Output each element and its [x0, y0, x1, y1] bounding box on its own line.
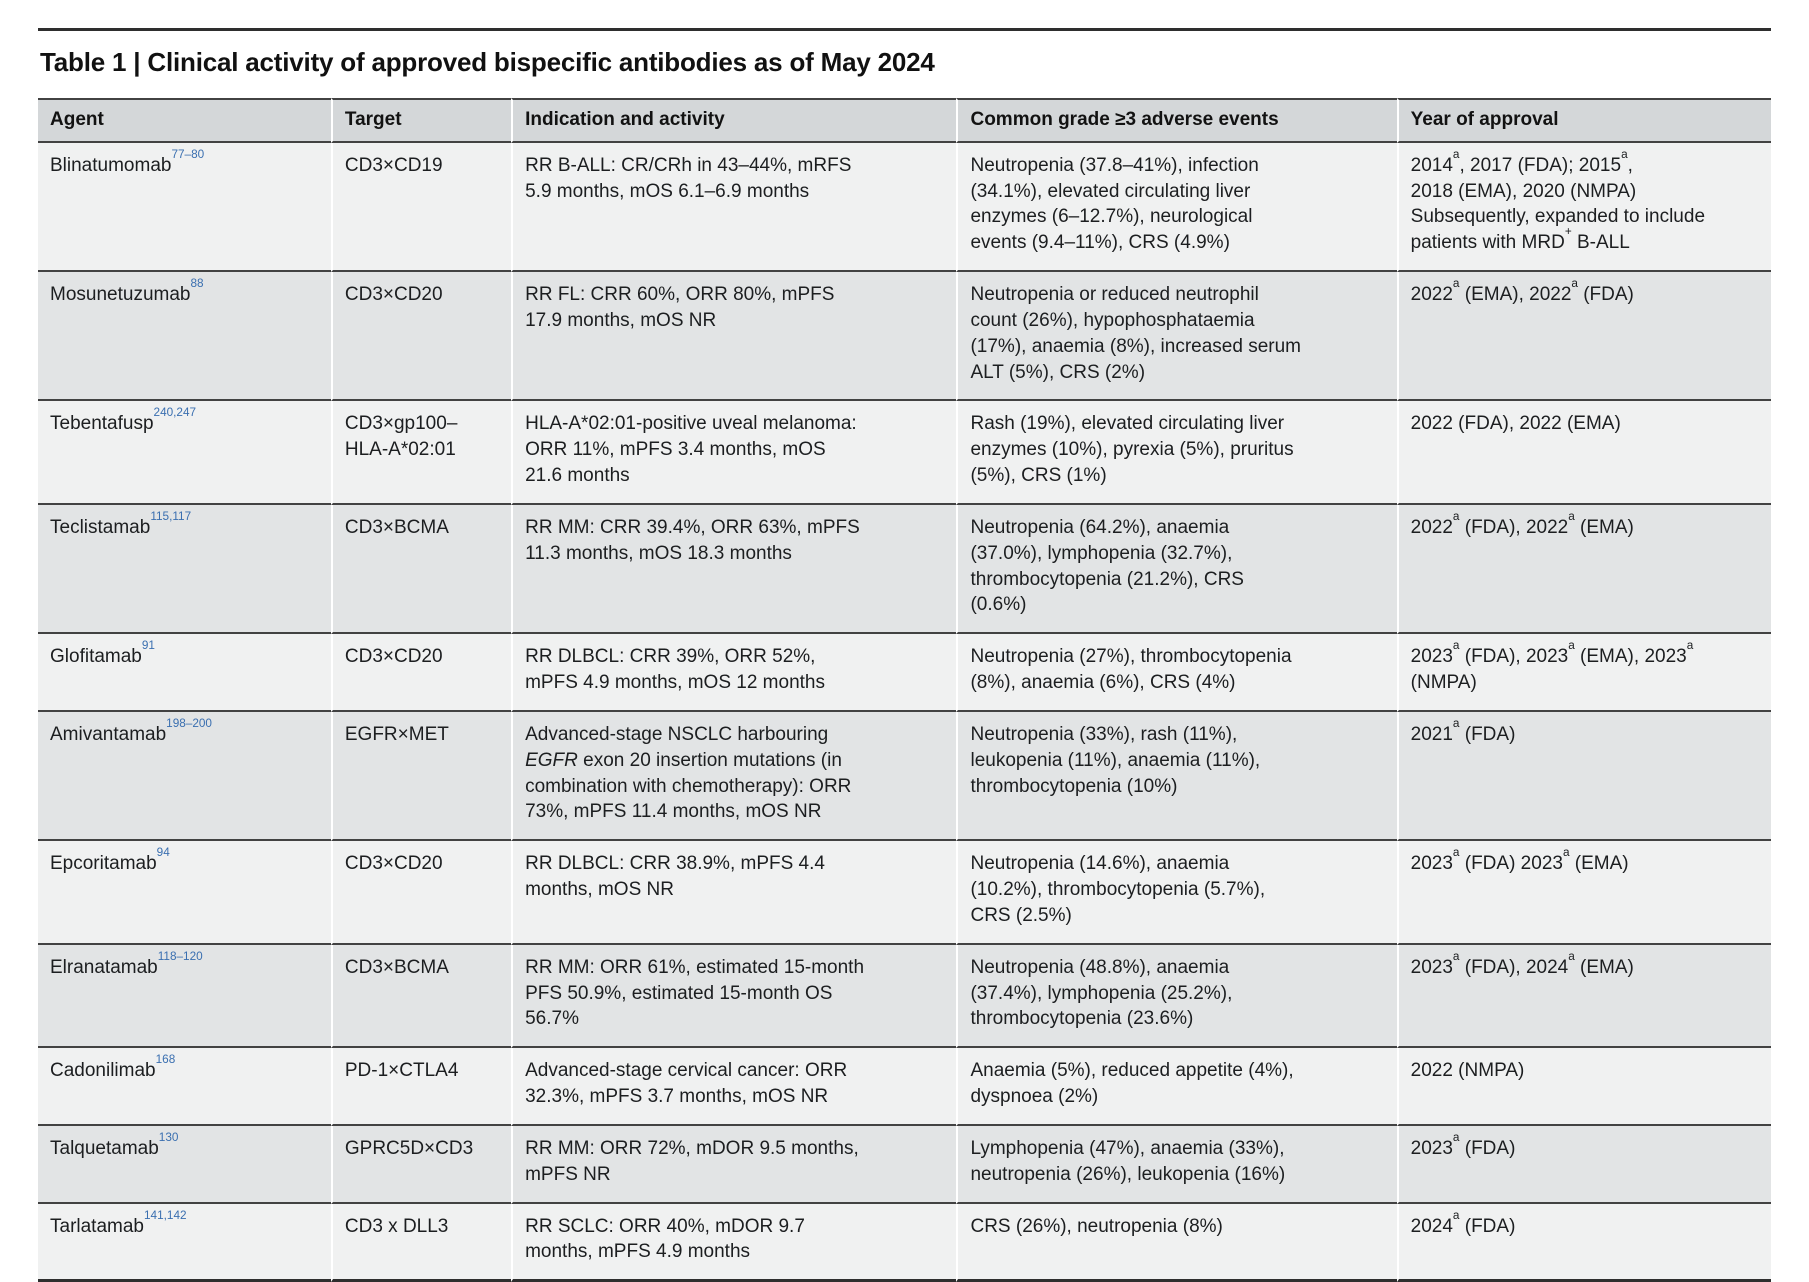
table-row	[38, 1204, 1771, 1282]
column-header-agent: Agent	[38, 98, 331, 143]
column-header-adverse-events: Common grade ≥3 adverse events	[956, 98, 1396, 143]
table-row	[38, 143, 1771, 272]
table-row	[38, 272, 1771, 401]
approval-year-cell: 2022$^a$ (EMA), 2022$^a$ (FDA)	[1397, 272, 1771, 401]
table-row	[38, 945, 1771, 1048]
agent-cell	[38, 712, 331, 841]
indication-cell: RR DLBCL: CRR 38.9%, mPFS 4.4 months, mOS NR	[511, 841, 956, 944]
agent-name: Talquetamab	[50, 1138, 159, 1159]
approval-year-cell: 2021$^a$ (FDA)	[1397, 712, 1771, 841]
approval-year-cell: 2022$^a$ (FDA), 2022$^a$ (EMA)	[1397, 505, 1771, 634]
table-row	[38, 1126, 1771, 1204]
reference-superscript: 130	[159, 1131, 179, 1144]
reference-superscript: 141,142	[144, 1209, 187, 1222]
agent-cell	[38, 272, 331, 401]
target-cell: GPRC5D×CD3	[331, 1126, 511, 1204]
column-header-target: Target	[331, 98, 511, 143]
indication-cell: RR B-ALL: CR/CRh in 43–44%, mRFS 5.9 months, mOS 6.1–6.9 months	[511, 143, 956, 272]
table-title: Table 1 | Clinical activity of approved bispecific antibodies as of May 2024	[40, 47, 1771, 78]
agent-cell	[38, 841, 331, 944]
agent-name: Amivantamab	[50, 724, 166, 745]
agent-name: Blinatumomab	[50, 155, 171, 176]
target-cell: CD3 x DLL3	[331, 1204, 511, 1282]
top-rule	[38, 28, 1771, 31]
agent-name: Glofitamab	[50, 646, 142, 667]
target-cell: CD3×CD20	[331, 272, 511, 401]
table-header	[38, 98, 1771, 143]
agent-cell	[38, 1204, 331, 1282]
indication-cell: RR DLBCL: CRR 39%, ORR 52%, mPFS 4.9 months, mOS 12 months	[511, 634, 956, 712]
indication-cell: HLA-A*02:01-positive uveal melanoma: ORR 11%, mPFS 3.4 months, mOS 21.6 months	[511, 401, 956, 504]
reference-superscript: 88	[190, 277, 203, 290]
agent-cell	[38, 1048, 331, 1126]
adverse-events-cell: Neutropenia (48.8%), anaemia (37.4%), lymphopenia (25.2%), thrombocytopenia (23.6%)	[956, 945, 1396, 1048]
adverse-events-cell: Neutropenia (33%), rash (11%), leukopenia (11%), anaemia (11%), thrombocytopenia (10%)	[956, 712, 1396, 841]
target-cell: CD3×gp100–HLA-A*02:01	[331, 401, 511, 504]
target-cell: EGFR×MET	[331, 712, 511, 841]
reference-superscript: 91	[142, 639, 155, 652]
adverse-events-cell: Neutropenia (27%), thrombocytopenia (8%), anaemia (6%), CRS (4%)	[956, 634, 1396, 712]
target-cell: CD3×CD20	[331, 634, 511, 712]
indication-cell: RR MM: CRR 39.4%, ORR 63%, mPFS 11.3 months, mOS 18.3 months	[511, 505, 956, 634]
agent-name: Epcoritamab	[50, 853, 157, 874]
approval-year-cell: 2023$^a$ (FDA)	[1397, 1126, 1771, 1204]
target-cell: CD3×CD20	[331, 841, 511, 944]
adverse-events-cell: Lymphopenia (47%), anaemia (33%), neutropenia (26%), leukopenia (16%)	[956, 1126, 1396, 1204]
reference-superscript: 198–200	[166, 717, 212, 730]
agent-cell	[38, 505, 331, 634]
agent-name: Mosunetuzumab	[50, 284, 190, 305]
table-row	[38, 1048, 1771, 1126]
reference-superscript: 240,247	[154, 406, 197, 419]
indication-cell: RR FL: CRR 60%, ORR 80%, mPFS 17.9 months, mOS NR	[511, 272, 956, 401]
indication-cell: Advanced-stage NSCLC harbouring EGFR exon 20 insertion mutations (in combination with chemotherapy): ORR 73%, mPFS 11.4 months, mOS NR	[511, 712, 956, 841]
adverse-events-cell: Neutropenia (64.2%), anaemia (37.0%), lymphopenia (32.7%), thrombocytopenia (21.2%), CRS (0.6%)	[956, 505, 1396, 634]
header-row	[38, 98, 1771, 143]
reference-superscript: 168	[156, 1053, 176, 1066]
table-row	[38, 712, 1771, 841]
column-header-year: Year of approval	[1397, 98, 1771, 143]
adverse-events-cell: Rash (19%), elevated circulating liver enzymes (10%), pyrexia (5%), pruritus (5%), CRS (1%)	[956, 401, 1396, 504]
indication-cell: Advanced-stage cervical cancer: ORR 32.3%, mPFS 3.7 months, mOS NR	[511, 1048, 956, 1126]
table-row	[38, 841, 1771, 944]
adverse-events-cell: Neutropenia or reduced neutrophil count (26%), hypophosphataemia (17%), anaemia (8%), increased serum ALT (5%), CRS (2%)	[956, 272, 1396, 401]
agent-name: Teclistamab	[50, 517, 150, 538]
agent-cell	[38, 634, 331, 712]
approval-year-cell: 2023$^a$ (FDA), 2023$^a$ (EMA), 2023$^a$ (NMPA)	[1397, 634, 1771, 712]
reference-superscript: 118–120	[158, 950, 203, 963]
adverse-events-cell: CRS (26%), neutropenia (8%)	[956, 1204, 1396, 1282]
agent-name: Tebentafusp	[50, 413, 154, 434]
approval-year-cell: 2023$^a$ (FDA) 2023$^a$ (EMA)	[1397, 841, 1771, 944]
target-cell: PD-1×CTLA4	[331, 1048, 511, 1126]
adverse-events-cell: Neutropenia (37.8–41%), infection (34.1%), elevated circulating liver enzymes (6–12.7%), neurological events (9.4–11%), CRS (4.9%)	[956, 143, 1396, 272]
table-body	[38, 143, 1771, 1282]
agent-name: Cadonilimab	[50, 1060, 156, 1081]
table-row	[38, 634, 1771, 712]
agent-cell	[38, 1126, 331, 1204]
reference-superscript: 94	[157, 846, 170, 859]
indication-cell: RR SCLC: ORR 40%, mDOR 9.7 months, mPFS 4.9 months	[511, 1204, 956, 1282]
clinical-activity-table	[38, 98, 1771, 1282]
target-cell: CD3×BCMA	[331, 945, 511, 1048]
table-row	[38, 401, 1771, 504]
agent-name: Elranatamab	[50, 957, 158, 978]
target-cell: CD3×BCMA	[331, 505, 511, 634]
adverse-events-cell: Neutropenia (14.6%), anaemia (10.2%), thrombocytopenia (5.7%), CRS (2.5%)	[956, 841, 1396, 944]
indication-cell: RR MM: ORR 61%, estimated 15-month PFS 50.9%, estimated 15-month OS 56.7%	[511, 945, 956, 1048]
agent-cell	[38, 401, 331, 504]
column-header-indication: Indication and activity	[511, 98, 956, 143]
agent-name: Tarlatamab	[50, 1216, 144, 1237]
adverse-events-cell: Anaemia (5%), reduced appetite (4%), dyspnoea (2%)	[956, 1048, 1396, 1126]
approval-year-cell: 2022 (NMPA)	[1397, 1048, 1771, 1126]
agent-cell	[38, 945, 331, 1048]
approval-year-cell: 2023$^a$ (FDA), 2024$^a$ (EMA)	[1397, 945, 1771, 1048]
target-cell: CD3×CD19	[331, 143, 511, 272]
reference-superscript: 115,117	[150, 510, 191, 523]
approval-year-cell: 2014$^a$, 2017 (FDA); 2015$^a$, 2018 (EMA), 2020 (NMPA) Subsequently, expanded to include patients with MRD+ B-ALL	[1397, 143, 1771, 272]
table-row	[38, 505, 1771, 634]
approval-year-cell: 2024$^a$ (FDA)	[1397, 1204, 1771, 1282]
indication-cell: RR MM: ORR 72%, mDOR 9.5 months, mPFS NR	[511, 1126, 956, 1204]
reference-superscript: 77–80	[171, 148, 204, 161]
approval-year-cell: 2022 (FDA), 2022 (EMA)	[1397, 401, 1771, 504]
agent-cell	[38, 143, 331, 272]
